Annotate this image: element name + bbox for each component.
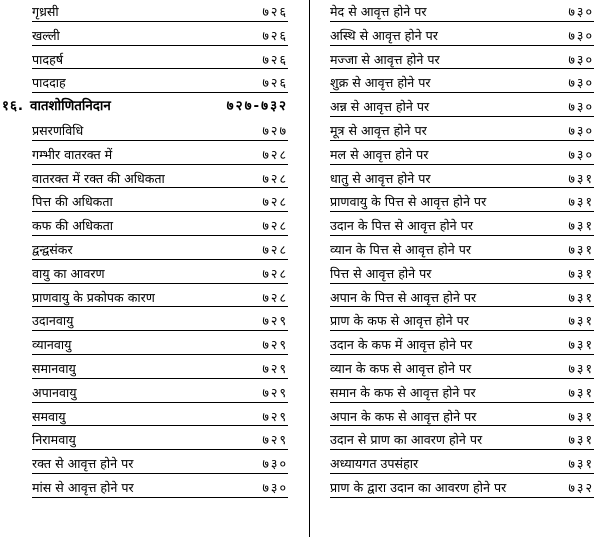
entry-title: पित्त से आवृत्त होने पर [330, 265, 432, 281]
index-entry [0, 24, 304, 48]
index-entry [316, 0, 600, 24]
entry-underline [330, 283, 594, 284]
entry-title: वातरक्त में रक्त की अधिकता [32, 170, 165, 186]
entry-title: उदानवायु [32, 313, 74, 329]
entry-title: प्राण के द्वारा उदान का आवरण होने पर [330, 479, 507, 495]
page-number: ७३१ [568, 289, 594, 305]
entry-title: पाददाह [32, 75, 66, 91]
page-number: ७२६ [262, 4, 288, 19]
entry-underline [32, 330, 288, 331]
entry-underline [32, 354, 288, 355]
entry-underline [330, 306, 594, 307]
index-entry [316, 71, 600, 95]
entry-underline [330, 354, 594, 355]
entry-title: प्राण के कफ से आवृत्त होने पर [330, 313, 469, 329]
page-number: ७२९ [262, 337, 288, 353]
entry-title: मूत्र से आवृत्त होने पर [330, 122, 427, 138]
index-entry [0, 381, 304, 405]
page-number: ७२८ [262, 194, 288, 210]
entry-title: पित्त की अधिकता [32, 194, 113, 210]
entry-title: मांस से आवृत्त होने पर [32, 479, 134, 495]
index-entry [316, 214, 600, 238]
entry-underline [330, 259, 594, 260]
page-number: ७३१ [568, 360, 594, 376]
index-entry [0, 428, 304, 452]
index-entry [316, 238, 600, 262]
entry-underline [330, 497, 594, 498]
entry-title: निरामवायु [32, 432, 76, 448]
index-entry [0, 405, 304, 429]
entry-underline [32, 140, 288, 141]
index-entry [316, 143, 600, 167]
entry-underline [32, 92, 288, 93]
entry-underline [330, 164, 594, 165]
index-section-heading [0, 95, 304, 119]
entry-underline [330, 21, 594, 22]
entry-title: अपान के कफ से आवृत्त होने पर [330, 408, 477, 424]
entry-underline [330, 211, 594, 212]
index-entry [0, 48, 304, 72]
page-number: ७३० [568, 51, 594, 67]
index-entry [0, 0, 304, 24]
entry-title: रक्त से आवृत्त होने पर [32, 456, 134, 472]
entry-underline [330, 45, 594, 46]
page-number: ७२८ [262, 218, 288, 234]
index-entry [316, 167, 600, 191]
entry-underline [330, 378, 594, 379]
entry-underline [32, 68, 288, 69]
index-entry [316, 309, 600, 333]
entry-underline [32, 259, 288, 260]
page-number: ७३० [262, 456, 288, 472]
entry-title: व्यान के कफ से आवृत्त होने पर [330, 360, 472, 376]
entry-underline [330, 235, 594, 236]
index-entry [316, 48, 600, 72]
entry-underline [32, 378, 288, 379]
index-entry [0, 476, 304, 500]
entry-underline [32, 283, 288, 284]
entry-title: गृध्रसी [32, 4, 59, 19]
entry-underline [330, 402, 594, 403]
entry-title: उदान से प्राण का आवरण होने पर [330, 432, 483, 448]
entry-underline [32, 235, 288, 236]
entry-underline [330, 116, 594, 117]
entry-title: द्वन्द्वसंकर [32, 241, 73, 257]
entry-title: शुक्र से आवृत्त होने पर [330, 75, 431, 91]
entry-title: वायु का आवरण [32, 265, 105, 281]
entry-title: कफ की अधिकता [32, 218, 114, 234]
page-number: ७२७ [262, 122, 288, 138]
entry-title: धातु से आवृत्त होने पर [330, 170, 431, 186]
index-entry [316, 476, 600, 500]
page-number: ७२८ [262, 170, 288, 186]
page-number: ७२९ [262, 432, 288, 448]
page-number: ७३१ [568, 194, 594, 210]
page-number: ७२६ [262, 27, 288, 43]
index-entry [0, 167, 304, 191]
entry-underline [330, 473, 594, 474]
entry-title: व्यानवायु [32, 337, 72, 353]
index-entry [0, 333, 304, 357]
index-entry [0, 190, 304, 214]
entry-underline [32, 497, 288, 498]
entry-title: समानवायु [32, 360, 76, 376]
page-number: ७३० [568, 75, 594, 91]
entry-title: समान के कफ से आवृत्त होने पर [330, 384, 476, 400]
entry-title: अध्यायगत उपसंहार [330, 456, 419, 472]
index-entry [316, 405, 600, 429]
entry-underline [32, 306, 288, 307]
entry-title: मज्जा से आवृत्त होने पर [330, 51, 440, 67]
entry-underline [330, 187, 594, 188]
entry-title: मेद से आवृत्त होने पर [330, 4, 427, 19]
entry-underline [32, 164, 288, 165]
index-entry [0, 262, 304, 286]
index-entry [316, 452, 600, 476]
page-number: ७२९ [262, 313, 288, 329]
entry-underline [330, 68, 594, 69]
page-number: ७३० [568, 27, 594, 43]
page-number: ७२८ [262, 146, 288, 162]
index-entry [0, 214, 304, 238]
page-number: ७२६ [262, 75, 288, 91]
page-number: ७३० [262, 479, 288, 495]
entry-title: अन्न से आवृत्त होने पर [330, 99, 430, 115]
page-number: ७३१ [568, 170, 594, 186]
page-number: ७३१ [568, 265, 594, 281]
index-entry [316, 428, 600, 452]
page-number: ७२८ [262, 289, 288, 305]
entry-underline [330, 140, 594, 141]
entry-underline [32, 187, 288, 188]
entry-title: प्राणवायु के प्रकोपक कारण [32, 289, 155, 305]
page-number: ७२८ [262, 265, 288, 281]
page-number: ७२६ [262, 51, 288, 67]
entry-title: अपानवायु [32, 384, 77, 400]
right-column [316, 0, 600, 500]
entry-title: खल्ली [32, 27, 60, 43]
entry-underline [32, 211, 288, 212]
index-entry [0, 309, 304, 333]
entry-title: प्रसरणविधि [32, 122, 84, 138]
page-number: ७३१ [568, 313, 594, 329]
page-number: ७३१ [568, 432, 594, 448]
page-number: ७३१ [568, 218, 594, 234]
page-number: ७३१ [568, 384, 594, 400]
entry-underline [32, 45, 288, 46]
page-number: ७३२ [568, 479, 594, 495]
entry-title: अस्थि से आवृत्त होने पर [330, 27, 438, 43]
entry-title: पादहर्ष [32, 51, 64, 67]
index-entry [316, 381, 600, 405]
entry-underline [32, 473, 288, 474]
index-entry [316, 190, 600, 214]
left-column [0, 0, 304, 500]
page-number: ७२७-७३२ [226, 99, 288, 115]
column-divider [309, 0, 310, 537]
page-number: ७३० [568, 4, 594, 19]
section-title: वातशोणितनिदान [30, 99, 111, 115]
entry-title: मल से आवृत्त होने पर [330, 146, 429, 162]
entry-title: उदान के पित्त से आवृत्त होने पर [330, 218, 473, 234]
entry-underline [330, 425, 594, 426]
entry-title: उदान के कफ में आवृत्त होने पर [330, 337, 473, 353]
index-entry [0, 71, 304, 95]
entry-underline [32, 402, 288, 403]
entry-title: प्राणवायु के पित्त से आवृत्त होने पर [330, 194, 487, 210]
page-number: ७३१ [568, 456, 594, 472]
page-number: ७३१ [568, 408, 594, 424]
entry-title: व्यान के पित्त से आवृत्त होने पर [330, 241, 472, 257]
index-entry [316, 24, 600, 48]
entry-title: गम्भीर वातरक्त में [32, 146, 113, 162]
index-entry [0, 143, 304, 167]
entry-underline [32, 425, 288, 426]
page-number: ७३० [568, 146, 594, 162]
index-entry [316, 262, 600, 286]
entry-underline [330, 92, 594, 93]
section-number: १६. [2, 99, 25, 115]
index-entry [316, 95, 600, 119]
page-number: ७३१ [568, 241, 594, 257]
index-entry [316, 357, 600, 381]
entry-underline [32, 21, 288, 22]
page-number: ७३० [568, 122, 594, 138]
index-entry [0, 452, 304, 476]
index-entry [316, 333, 600, 357]
index-entry [0, 286, 304, 310]
index-entry [316, 286, 600, 310]
page-number: ७२९ [262, 360, 288, 376]
page-number: ७२९ [262, 408, 288, 424]
index-entry [0, 357, 304, 381]
index-entry [0, 238, 304, 262]
index-entry [316, 119, 600, 143]
page-number: ७३० [568, 99, 594, 115]
index-entry [0, 119, 304, 143]
page-number: ७२९ [262, 384, 288, 400]
entry-underline [330, 330, 594, 331]
entry-title: अपान के पित्त से आवृत्त होने पर [330, 289, 477, 305]
entry-underline [32, 449, 288, 450]
entry-underline [330, 449, 594, 450]
page-number: ७२८ [262, 241, 288, 257]
entry-title: समवायु [32, 408, 66, 424]
page-number: ७३१ [568, 337, 594, 353]
